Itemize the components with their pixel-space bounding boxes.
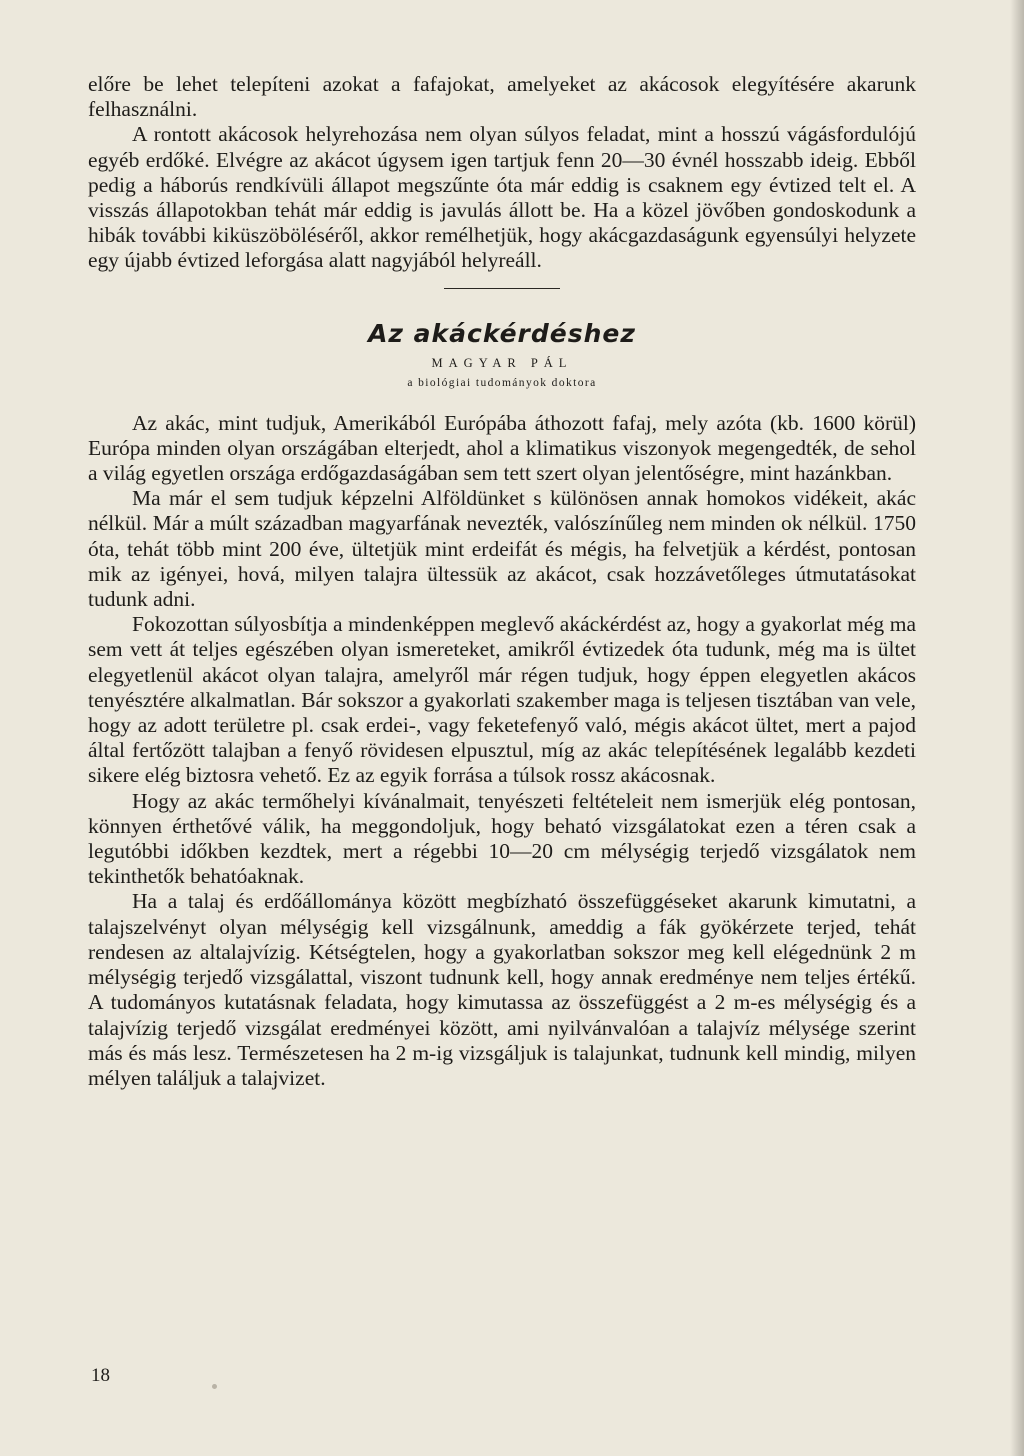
text-column (88, 72, 916, 1091)
article-author: MAGYAR PÁL (431, 355, 573, 370)
article-paragraph-1: Az akác, mint tudjuk, Amerikából Európába áthozott fafaj, mely azóta (kb. 1600 körül) Európa minden olyan országában elterjedt, ahol a klimatikus viszonyok megengedték, de sehol a világ egyetlen országa erdőgazdaságában sem tett szert olyan jelentőségre, mint hazánkban. (88, 410, 916, 486)
page-speck (212, 1384, 217, 1389)
article-paragraph-3: Fokozottan súlyosbítja a mindenképpen meglevő akáckérdést az, hogy a gyakorlat még ma sem vett át teljes egészében olyan ismereteket, amikről évtizedek óta tudunk, még ma is ültet elegyetlenül akácot olyan talajra, amelyről már régen tudjuk, hogy éppen elegyetlen akácos tenyésztére alkalmatlan. Bár sokszor a gyakorlati szakember maga is teljesen tisztában van vele, hogy az adott területre pl. csak erdei-, vagy feketefenyő való, mégis akácot ültet, mert a pajod által fertőzött talajban a fenyő rövidesen elpusztul, míg az akác telepítésének legalább kezdeti sikere elég biztosra vehető. Ez az egyik forrása a túlsok rossz akácosnak. (88, 612, 916, 788)
article-paragraph-5: Ha a talaj és erdőállománya között megbízható összefüggéseket akarunk kimutatni, a talajszelvényt olyan mélységig kell vizsgálnunk, ameddig a fák gyökérzete terjed, tehát rendesen az altalajvízig. Kétségtelen, hogy a gyakorlatban sokszor meg kell elégednünk 2 m mélységig terjedő vizsgálattal, viszont tudnunk kell, hogy annak eredménye nem teljes értékű. A tudományos kutatásnak feladata, hogy kimutassa az összefüggést a 2 m-es mélységig és a talajvízig terjedő vizsgálat eredményei között, ami nyilvánvalóan a talajvíz mélysége szerint más és más lesz. Természetesen ha 2 m-ig vizsgáljuk is talajunkat, tudnunk kell mindig, milyen mélyen találjuk a talajvizet. (88, 889, 916, 1090)
intro-paragraph-1: előre be lehet telepíteni azokat a fafajokat, amelyeket az akácosok elegyítésére akarunk felhasználni. (88, 72, 916, 122)
intro-paragraph-2: A rontott akácosok helyrehozása nem olyan súlyos feladat, mint a hosszú vágásfordulójú egyéb erdőké. Elvégre az akácot úgysem igen tartjuk fenn 20—30 évnél hosszabb ideig. Ebből pedig a háborús rendkívüli állapot megszűnte óta már eddig is csaknem egy évtized telt el. A visszás állapotokban tehát már eddig is javulás állott be. Ha a közel jövőben gondoskodunk a hibák további kiküszöböléséről, akkor remélhetjük, hogy akácgazdaságunk egyensúlyi helyzete egy újabb évtized leforgása alatt nagyjából helyreáll. (88, 122, 916, 273)
author-role: a biológiai tudományok doktora (407, 376, 597, 389)
article-paragraph-4: Hogy az akác termőhelyi kívánalmait, tenyészeti feltételeit nem ismerjük elég pontosan, könnyen érthetővé válik, ha meggondoljuk, hogy beható vizsgálatokat ezen a téren csak a legutóbbi időkben kezdtek, mert a régebbi 10—20 cm mélységig terjedő vizsgálatok nem tekinthetők behatóaknak. (88, 788, 916, 889)
page-number: 18 (91, 1365, 110, 1386)
section-divider (444, 288, 560, 289)
article-title: Az akáckérdéshez (368, 318, 636, 348)
article-paragraph-2: Ma már el sem tudjuk képzelni Alföldünket s különösen annak homokos vidékeit, akác nélkül. Már a múlt században magyarfának nevezték, valószínűleg nem minden ok nélkül. 1750 óta, tehát több mint 200 éve, ültetjük mint erdeifát és mégis, ha felvetjük a kérdést, pontosan mik az igényei, hová, milyen talajra ültessük az akácot, csak hozzávetőleges útmutatásokat tudunk adni. (88, 486, 916, 612)
